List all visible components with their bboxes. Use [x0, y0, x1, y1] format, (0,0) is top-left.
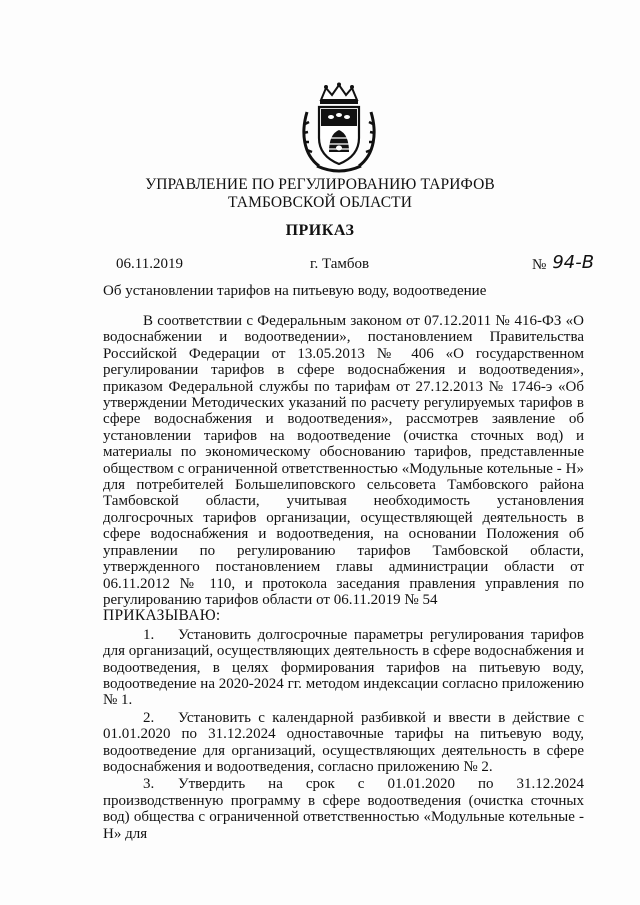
number-sign: № [532, 257, 547, 273]
item-text: Установить долгосрочные параметры регулирования тарифов для организаций, осуществляющих деятельность в сфере водоснабжения и водоотведения, в целях формирования тарифов на питьевую воду, водоотведение на 2020-2024 гг. методом индексации согласно приложению № 1. [103, 626, 584, 709]
preamble-text: В соответствии с Федеральным законом от 07.12.2011 № 416-ФЗ «О водоснабжении и водоотведении», постановлением Правительства Российской Федерации от 13.05.2013 № 406 «О государственном регулировании тарифов в сфере водоснабжения и водоотведения», приказом Федеральной службы по тарифам от 27.12.2013 № 1746-э «Об утверждении Методических указаний по расчету регулируемых тарифов в сфере водоснабжения и водоотведения», рассмотрев заявление об установлении тарифов на водоотведение (очистка сточных вод) и материалы по экономическому обоснованию тарифов, представленные обществом с ограниченной ответственностью «Модульные котельные - Н» для потребителей Большелиповского сельсовета Тамбовского района Тамбовской области, учитывая необходимость установления долгосрочных тарифов организации, осуществляющей деятельность в сфере водоснабжения и водоотведения, на основании Положения об управлении по регулированию тарифов Тамбовской области, утвержденного постановлением главы администрации области от 06.11.2012 № 110, и протокола заседания правления управления по регулированию тарифов области от 06.11.2019 № 54 [103, 313, 584, 608]
order-subject: Об установлении тарифов на питьевую воду, водоотведение [103, 283, 487, 299]
organization-name-line2: ТАМБОВСКОЙ ОБЛАСТИ [228, 194, 412, 211]
organization-name-line1: УПРАВЛЕНИЕ ПО РЕГУЛИРОВАНИЮ ТАРИФОВ [145, 176, 495, 193]
order-item [103, 627, 584, 709]
order-item [103, 710, 584, 776]
document-title: ПРИКАЗ [285, 222, 355, 239]
item-text: Установить с календарной разбивкой и ввести в действие с 01.01.2020 по 31.12.2024 одноставочные тарифы на питьевую воду, водоотведение для организаций, осуществляющих деятельность в сфере водоснабжения и водоотведения, согласно приложению № 2. [103, 709, 584, 775]
command-word: ПРИКАЗЫВАЮ: [103, 607, 221, 625]
item-number: 2. [143, 709, 155, 726]
item-text: Утвердить на срок с 01.01.2020 по 31.12.2024 производственную программу в сфере водоотведения (очистка сточных вод) общества с ограниченной ответственностью «Модульные котельные - Н» для [103, 776, 584, 842]
item-number: 1. [143, 626, 155, 643]
item-number: 3. [143, 776, 155, 793]
order-city: г. Тамбов [310, 256, 370, 272]
handwritten-number: 94-В [552, 252, 595, 273]
preamble-paragraph [103, 313, 584, 608]
order-body [103, 313, 584, 842]
coat-of-arms-emblem [299, 82, 379, 174]
order-item [103, 776, 584, 842]
order-number [532, 252, 595, 274]
order-date: 06.11.2019 [116, 256, 183, 272]
